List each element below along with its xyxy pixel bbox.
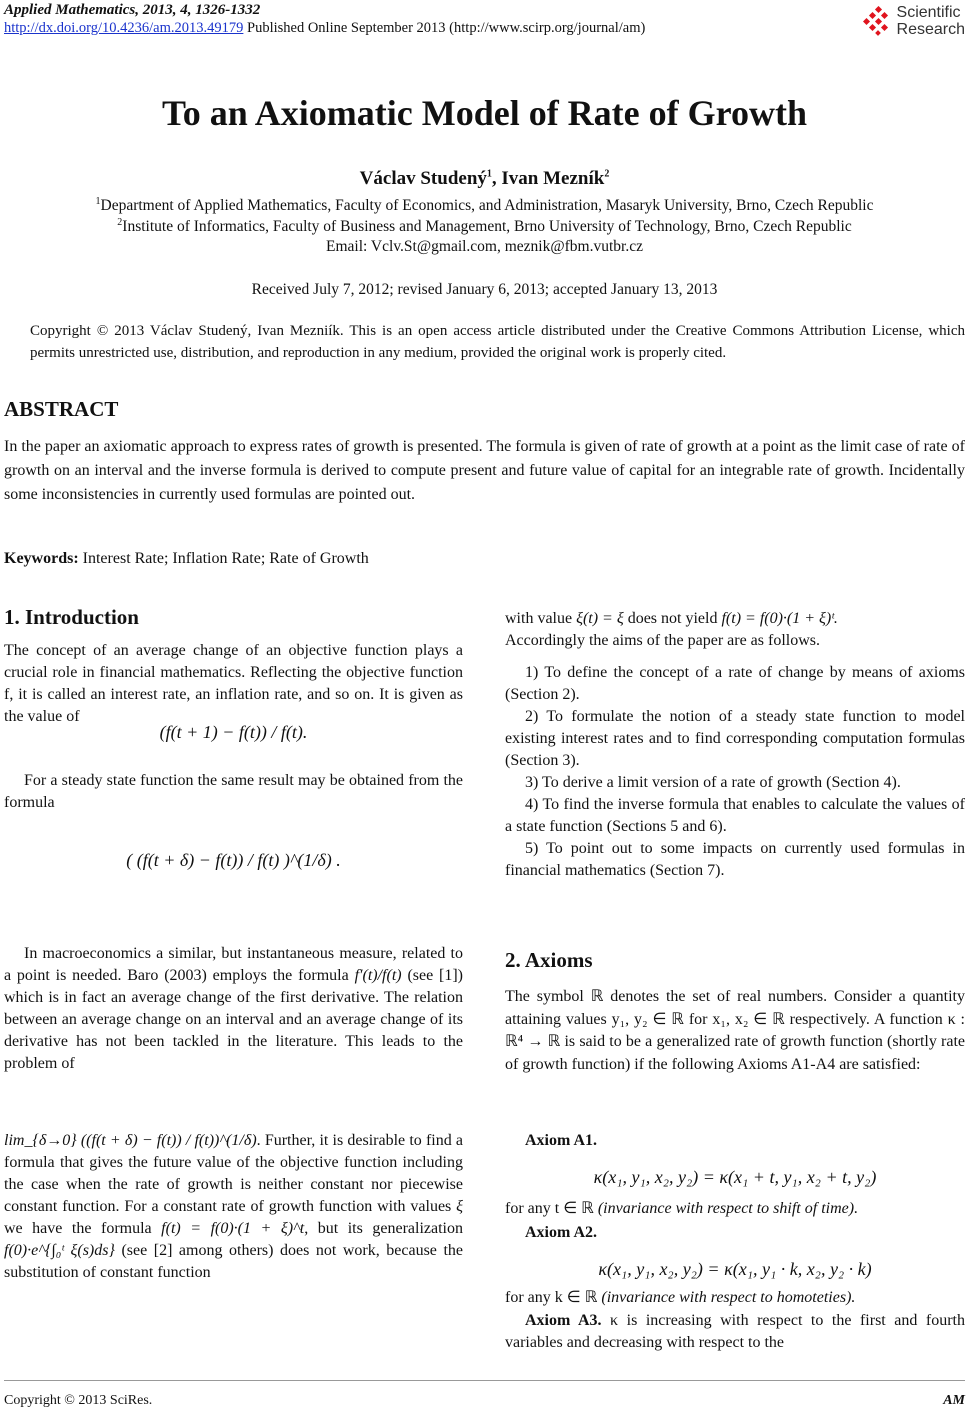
formula-steady-state: ( (f(t + δ) − f(t)) / f(t) )^(1/δ) . — [126, 850, 341, 870]
aim-item: 3) To derive a limit version of a rate of growth (Section 4). — [525, 774, 901, 791]
aim-item: 2) To formulate the notion of a steady state function to model existing interest rates and to find corresponding computation formulas (Section 3). — [505, 708, 965, 769]
aim-item: 5) To point out to some impacts on currently used formulas in financial mathematics (Section 7). — [505, 840, 965, 879]
footer-copyright: Copyright © 2013 SciRes. — [4, 1393, 153, 1408]
affiliation-1: $^1$Department of Applied Mathematics, Faculty of Economics, and Administration, Masaryk University, Brno, Czech Republic — [95, 196, 874, 215]
axiom-a2-condition: for any k ∈ ℝ (invariance with respect to homoteties). — [505, 1289, 856, 1306]
intro-paragraph-3: In macroeconomics a similar, but instantaneous measure, related to a point is needed. Baro (2003) employs the formula f′(t)/f(t) (see [1]) which is in fact an average change of the first derivative. The relation between an average change on an interval and an average change of its derivative has not been tackled in the literature. This leads to the problem of — [4, 945, 464, 1072]
footer-divider — [4, 1380, 965, 1381]
email: Email: Vclv.St@gmail.com, meznik@fbm.vutbr.cz — [326, 238, 643, 255]
diamond-logo-icon — [863, 6, 893, 36]
logo-text: Scientific Research — [896, 4, 965, 38]
axiom-a1-formula: κ(x₁, y₁, x₂, y₂) = κ(x₁ + t, y₁, x₂ + t, y₂) — [593, 1167, 877, 1187]
copyright-notice: Copyright © 2013 Václav Studený, Ivan Mezniík. This is an open access article distributed under the Creative Commons Attribution License, which permits unrestricted use, distribution, and reproduction in any medium, provided the original work is properly cited. — [30, 323, 965, 361]
aims-list — [505, 662, 965, 882]
formula-average-change: (f(t + 1) − f(t)) / f(t). — [159, 722, 308, 742]
axioms-intro: The symbol ℝ denotes the set of real numbers. Consider a quantity attaining values y₁, y₂ ∈ ℝ for x₁, x₂ ∈ ℝ respectively. A function κ : ℝ⁴ → ℝ is said to be a generalized rate of growth function (shortly rate of growth function) if the following Axioms A1-A4 are satisfied: — [505, 988, 966, 1073]
doi-link[interactable]: http://dx.doi.org/10.4236/am.2013.49179 — [4, 20, 244, 36]
intro-paragraph-4: lim_{δ→0} ((f(t + δ) − f(t)) / f(t))^(1/δ). Further, it is desirable to find a formula that gives the future value of the objective function including the case when the rate of growth is neither constant nor piecewise constant function. For a constant rate of growth function with values ξ we have the formula f(t) = f(0)·(1 + ξ)^t, but its generalization f(0)·e^{∫₀ᵗ ξ(s)ds} (see [2] among others) does not work, because the substitution of constant function — [4, 1132, 464, 1281]
footer-journal-abbr: AM — [943, 1393, 965, 1408]
publisher-logo — [863, 4, 965, 38]
intro-heading: 1. Introduction — [4, 605, 139, 629]
axiom-a2-formula: κ(x₁, y₁, x₂, y₂) = κ(x₁, y₁ · k, x₂, y₂ · k) — [598, 1259, 872, 1279]
received-dates: Received July 7, 2012; revised January 6, 2013; accepted January 13, 2013 — [251, 281, 718, 298]
journal-citation: Applied Mathematics, 2013, 4, 1326-1332 — [4, 2, 261, 18]
axiom-a1-condition: for any t ∈ ℝ (invariance with respect to shift of time). — [505, 1200, 859, 1217]
aim-item: 1) To define the concept of a rate of change by means of axioms (Section 2). — [505, 664, 965, 703]
intro-paragraph-2: For a steady state function the same result may be obtained from the formula — [4, 772, 463, 811]
abstract-heading: ABSTRACT — [4, 397, 119, 421]
axiom-a3: Axiom A3. κ is increasing with respect to the first and fourth variables and decreasing with respect to the — [505, 1312, 966, 1351]
published-info: Published Online September 2013 (http://www.scirp.org/journal/am) — [243, 20, 646, 36]
aim-item: 4) To find the inverse formula that enables to calculate the values of a state function (Sections 5 and 6). — [505, 796, 965, 835]
intro-paragraph-1: The concept of an average change of an objective function plays a crucial role in financial mathematics. Reflecting the objective function f, it is called an interest rate, an inflation rate, and so on. It is given as the value of — [4, 642, 463, 725]
axiom-a2-label: Axiom A2. — [525, 1224, 597, 1241]
authors: Václav Studený$^1$, Ivan Mezník$^2$ — [359, 168, 610, 189]
axioms-heading: 2. Axioms — [505, 948, 593, 972]
doi-line — [4, 20, 645, 37]
affiliation-2: $^2$Institute of Informatics, Faculty of Business and Management, Brno University of Technology, Brno, Czech Republic — [117, 217, 852, 236]
axiom-a1-label: Axiom A1. — [525, 1132, 597, 1149]
paper-title: To an Axiomatic Model of Rate of Growth — [162, 93, 807, 133]
keywords: Keywords: Interest Rate; Inflation Rate; Rate of Growth — [4, 550, 369, 567]
right-paragraph-0: with value ξ(t) = ξ does not yield f(t) = f(0)·(1 + ξ)ᵗ. Accordingly the aims of the paper are as follows. — [505, 610, 838, 649]
abstract-text: In the paper an axiomatic approach to express rates of growth is presented. The formula is given of rate of growth at a point as the limit case of rate of growth on an interval and the inverse formula is derived to compute present and future value of capital for an integrable rate of growth. Incidentally some inconsistencies in currently used formulas are pointed out. — [4, 438, 965, 503]
